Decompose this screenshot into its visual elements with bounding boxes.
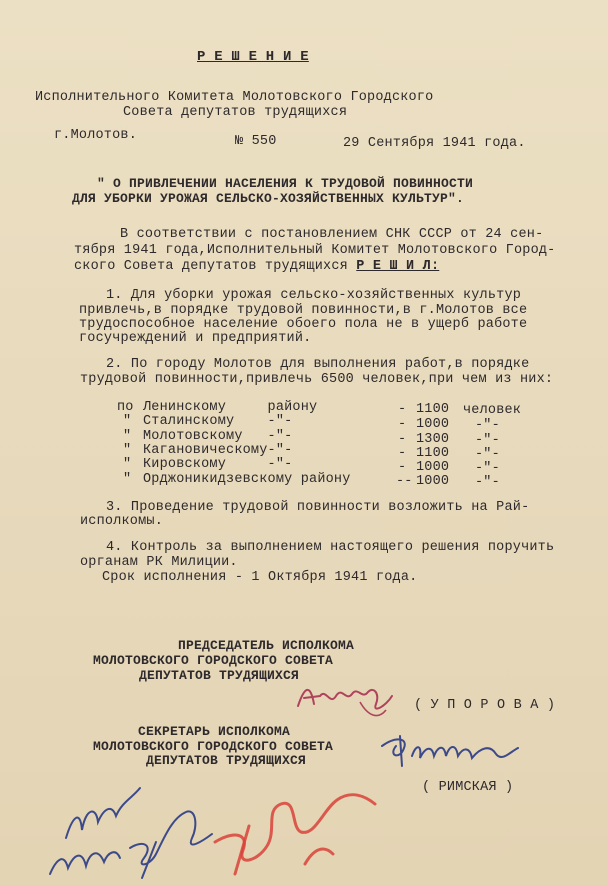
document-title: Р Е Ш Е Н И Е	[197, 49, 309, 65]
subject-line-1: " О ПРИВЛЕЧЕНИИ НАСЕЛЕНИЯ К ТРУДОВОЙ ПОВИННОСТИ	[97, 176, 474, 191]
resolved-word: Р Е Ш И Л:	[356, 259, 440, 274]
item-1-line-2: привлечь,в порядке трудовой повинности,в г.Молотов все	[79, 303, 528, 318]
district-unit: -"-	[475, 433, 500, 448]
district-name: Ленинскому району	[143, 400, 318, 415]
district-dash: -	[398, 460, 407, 475]
secretary-title-3: ДЕПУТАТОВ ТРУДЯЩИХСЯ	[146, 753, 307, 768]
district-dash: -	[398, 402, 407, 417]
decision-number: № 550	[235, 134, 277, 149]
district-prefix: по	[117, 400, 134, 415]
district-count: 1000	[416, 417, 450, 432]
chairman-title-1: ПРЕДСЕДАТЕЛЬ ИСПОЛКОМА	[178, 638, 355, 653]
district-name: Кировскому -"-	[143, 457, 293, 472]
org-line-1: Исполнительного Комитета Молотовского Городского	[35, 90, 434, 105]
district-dash: -	[398, 432, 407, 447]
chairman-title-2: МОЛОТОВСКОГО ГОРОДСКОГО СОВЕТА	[93, 653, 334, 668]
org-line-2: Совета депутатов трудящихся	[123, 105, 348, 120]
district-count: 1300	[416, 432, 450, 447]
item-1-line-3: трудоспособное население обоего пола не в ущерб работе	[79, 317, 528, 332]
district-count: 1100	[416, 446, 450, 461]
secretary-signature	[376, 726, 526, 776]
district-name: Орджоникидзевскому району	[143, 472, 351, 487]
item-1-line-4: госучреждений и предприятий.	[79, 331, 312, 346]
district-prefix: "	[123, 457, 132, 472]
district-prefix: "	[123, 414, 132, 429]
district-count: 1100	[416, 402, 450, 417]
red-pencil-mark	[205, 770, 385, 880]
subject-line-2: ДЛЯ УБОРКИ УРОЖАЯ СЕЛЬСКО-ХОЗЯЙСТВЕННЫХ КУЛЬТУР".	[72, 191, 465, 206]
decision-date: 29 Сентября 1941 года.	[343, 136, 526, 151]
chairman-title-3: ДЕПУТАТОВ ТРУДЯЩИХСЯ	[139, 668, 300, 683]
district-prefix: "	[123, 429, 132, 444]
district-unit: человек	[463, 403, 522, 418]
secretary-title-2: МОЛОТОВСКОГО ГОРОДСКОГО СОВЕТА	[93, 739, 334, 754]
item-4-line-1: 4. Контроль за выполнением настоящего решения поручить	[106, 540, 555, 555]
district-prefix: "	[123, 472, 132, 487]
item-4-line-2: органам РК Милиции.	[80, 555, 238, 570]
district-count: 1000	[416, 474, 450, 489]
district-count: 1000	[416, 460, 450, 475]
preamble-line-3-text: ского Совета депутатов трудящихся	[74, 259, 357, 274]
city: г.Молотов.	[54, 128, 138, 143]
chairman-name: ( У П О Р О В А )	[414, 698, 556, 713]
district-dash: -	[398, 417, 407, 432]
district-dash: --	[396, 474, 413, 489]
district-prefix: "	[123, 443, 132, 458]
district-unit: -"-	[475, 418, 500, 433]
district-name: Кагановическому-"-	[143, 443, 293, 458]
item-3-line-2: исполкомы.	[80, 514, 164, 529]
item-2-line-1: 2. По городу Молотов для выполнения работ,в порядке	[106, 357, 530, 372]
preamble-line-2: тября 1941 года,Исполнительный Комитет Молотовского Город-	[74, 243, 556, 258]
preamble-line-3	[74, 260, 439, 274]
secretary-name: ( РИМСКАЯ )	[422, 780, 514, 795]
district-unit: -"-	[475, 461, 500, 476]
district-unit: -"-	[475, 475, 500, 490]
district-unit: -"-	[475, 447, 500, 462]
chairman-signature	[290, 676, 400, 726]
deadline: Срок исполнения - 1 Октября 1941 года.	[102, 570, 418, 585]
item-1-line-1: 1. Для уборки урожая сельско-хозяйственных культур	[106, 288, 522, 303]
secretary-title-1: СЕКРЕТАРЬ ИСПОЛКОМА	[138, 724, 291, 739]
district-name: Сталинскому -"-	[143, 414, 293, 429]
item-3-line-1: 3. Проведение трудовой повинности возложить на Рай-	[106, 500, 530, 515]
district-name: Молотовскому -"-	[143, 429, 293, 444]
item-2-line-2: трудовой повинности,привлечь 6500 человек,при чем из них:	[80, 372, 554, 387]
preamble-line-1: В соответствии с постановлением СНК СССР от 24 сен-	[120, 227, 544, 242]
district-dash: -	[398, 446, 407, 461]
